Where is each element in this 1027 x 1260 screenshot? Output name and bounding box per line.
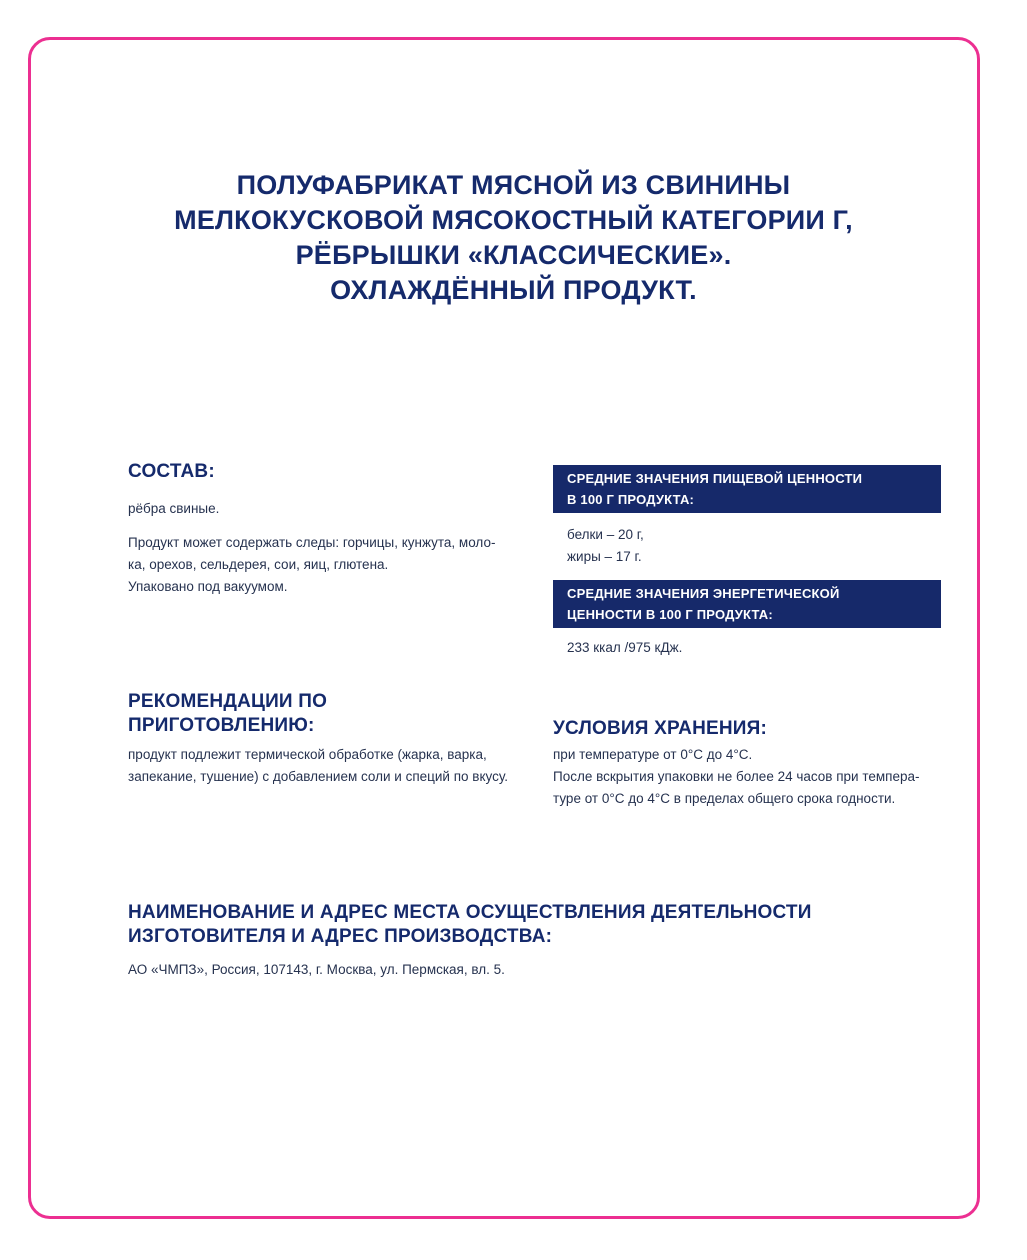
composition-traces-line-2: ка, орехов, сельдерея, сои, яиц, глютена. — [128, 557, 389, 572]
cooking-text-line-1: продукт подлежит термической обработке (жарка, варка, — [128, 747, 487, 762]
cooking-text-line-2: запекание, тушение) с добавлением соли и специй по вкусу. — [128, 769, 509, 784]
cooking-heading — [128, 690, 538, 738]
storage-line-1: при температуре от 0°С до 4°С. — [553, 747, 753, 762]
nutrition-protein: белки – 20 г, — [567, 527, 644, 542]
manufacturer-address: АО «ЧМПЗ», Россия, 107143, г. Москва, ул. Пермская, вл. 5. — [128, 962, 505, 977]
nutrition-heading-box — [553, 465, 941, 513]
energy-heading-line-2: ЦЕННОСТИ В 100 Г ПРОДУКТА: — [567, 607, 773, 622]
storage-section — [553, 717, 953, 810]
composition-packaging: Упаковано под вакуумом. — [128, 579, 288, 594]
storage-line-3: туре от 0°С до 4°С в пределах общего срока годности. — [553, 791, 896, 806]
energy-values — [567, 637, 927, 659]
nutrition-heading-line-2: В 100 Г ПРОДУКТА: — [567, 492, 695, 507]
nutrition-fat: жиры – 17 г. — [567, 549, 642, 564]
manufacturer-section — [128, 901, 928, 981]
composition-traces-line-1: Продукт может содержать следы: горчицы, кунжута, моло- — [128, 535, 496, 550]
composition-section — [128, 460, 523, 598]
manufacturer-heading-line-2: ИЗГОТОВИТЕЛЯ И АДРЕС ПРОИЗВОДСТВА: — [128, 926, 553, 947]
cooking-heading-line-2: ПРИГОТОВЛЕНИЮ: — [128, 715, 315, 736]
composition-ingredients: рёбра свиные. — [128, 501, 220, 516]
cooking-heading-line-1: РЕКОМЕНДАЦИИ ПО — [128, 691, 328, 712]
energy-heading-box — [553, 580, 941, 628]
storage-line-2: После вскрытия упаковки не более 24 часов при темпера- — [553, 769, 920, 784]
storage-heading: УСЛОВИЯ ХРАНЕНИЯ: — [553, 718, 768, 739]
nutrition-values — [567, 524, 927, 568]
nutrition-heading-line-1: СРЕДНИЕ ЗНАЧЕНИЯ ПИЩЕВОЙ ЦЕННОСТИ — [567, 471, 863, 486]
energy-value: 233 ккал /975 кДж. — [567, 640, 683, 655]
title-line-1: ПОЛУФАБРИКАТ МЯСНОЙ ИЗ СВИНИНЫ — [236, 170, 791, 200]
product-title — [80, 168, 947, 308]
title-line-3: РЁБРЫШКИ «КЛАССИЧЕСКИЕ». — [295, 240, 732, 270]
manufacturer-heading — [128, 901, 928, 949]
title-line-2: МЕЛКОКУСКОВОЙ МЯСОКОСТНЫЙ КАТЕГОРИИ Г, — [174, 205, 853, 235]
energy-heading-line-1: СРЕДНИЕ ЗНАЧЕНИЯ ЭНЕРГЕТИЧЕСКОЙ — [567, 586, 840, 601]
manufacturer-heading-line-1: НАИМЕНОВАНИЕ И АДРЕС МЕСТА ОСУЩЕСТВЛЕНИЯ ДЕЯТЕЛЬНОСТИ — [128, 902, 812, 923]
title-line-4: ОХЛАЖДЁННЫЙ ПРОДУКТ. — [330, 275, 697, 305]
composition-heading: СОСТАВ: — [128, 461, 215, 482]
cooking-section — [128, 690, 538, 788]
